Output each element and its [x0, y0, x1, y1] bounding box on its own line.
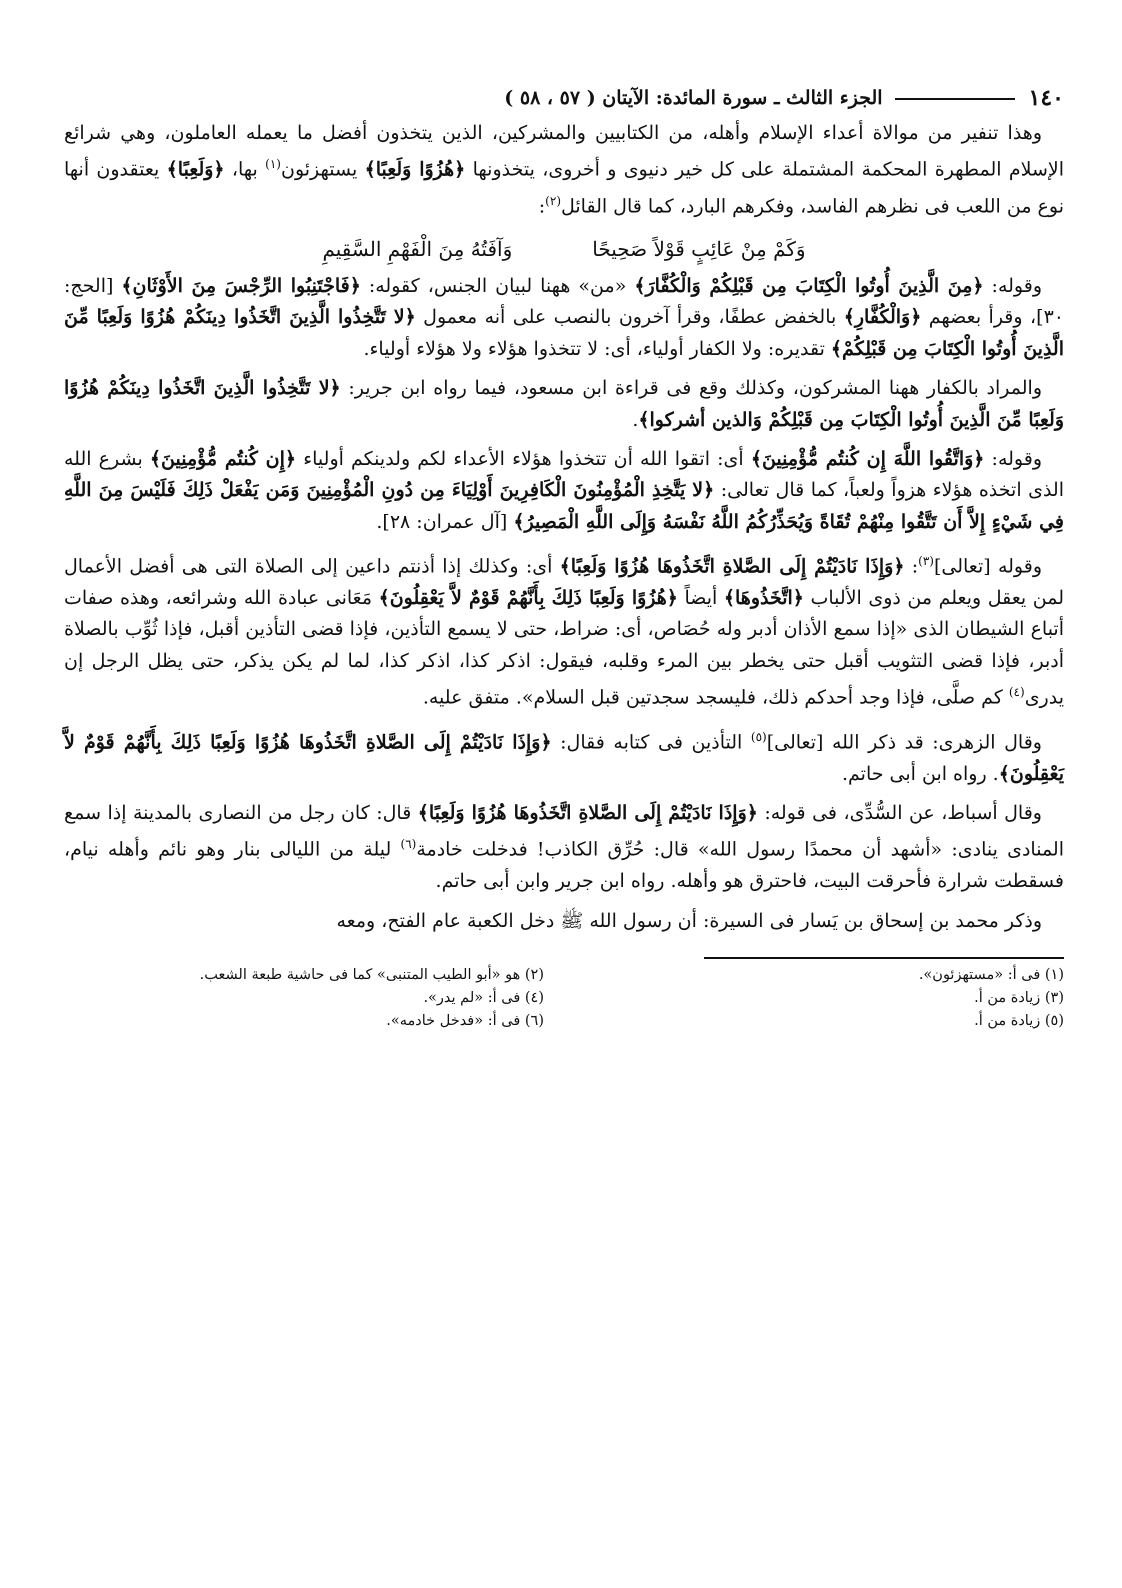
- footnote-ref: (٤): [1008, 685, 1025, 700]
- text: بشرع الله الذى اتخذه هؤلاء هزواً ولعباً، كما قال تعالى:: [64, 447, 1065, 502]
- quran-quote: ﴿وَإِذَا نَادَيْتُمْ إِلَى الصَّلاةِ اتَّخَذُوهَا هُزُوًا وَلَعِبًا ذَلِكَ بِأَنَّهُمْ قَوْمٌ لاَّ يَعْقِلُونَ﴾: [64, 731, 1064, 785]
- paragraph-5: [64, 546, 1064, 714]
- text: أى: وكذلك إذا أذنتم داعين إلى الصلاة التى هى أفضل الأعمال لمن يعقل ويعلم من ذوى الألباب: [64, 555, 1064, 609]
- quran-quote: ﴿وَإِذَا نَادَيْتُمْ إِلَى الصَّلاةِ اتَّخَذُوهَا هُزُوًا وَلَعِبًا﴾: [417, 801, 758, 824]
- text: وقوله:: [984, 447, 1043, 470]
- quran-quote: ﴿لا تَتَّخِذُوا الَّذِينَ اتَّخَذُوا دِينَكُمْ هُزُوًا وَلَعِبًا مِّنَ الَّذِينَ أُوتُوا الْكِتَابَ مِن قَبْلِكُمْ﴾: [64, 306, 1064, 360]
- text: [الحج: ٣٠]، وقرأ بعضهم: [64, 274, 1064, 329]
- footnote-ref: (٦): [400, 837, 417, 852]
- paragraph-2: [64, 271, 1064, 365]
- text: قال: كان رجل من النصارى بالمدينة إذا سمع المنادى ينادى: «أشهد أن محمدًا رسول الله» قال: حُرِّق الكاذب! فدخلت خادمة: [64, 801, 1064, 861]
- quran-quote: ﴿وَاتَّقُوا اللَّهَ إِن كُنتُم مُّؤْمِنِينَ﴾: [750, 447, 985, 470]
- paragraph-6: [64, 722, 1064, 790]
- quran-quote: ﴿وَالْكُفَّارِ﴾: [843, 306, 922, 329]
- book-page: [64, 78, 1064, 1032]
- text: وقال الزهرى: قد ذكر الله [تعالى]: [766, 731, 1042, 754]
- text: التأذين فى كتابه فقال:: [551, 731, 751, 754]
- paragraph-4: [64, 444, 1064, 538]
- quran-quote: ﴿هُزُوًا وَلَعِبًا ذَلِكَ بِأَنَّهُمْ قَوْمٌ لاَّ يَعْقِلُونَ﴾: [378, 586, 678, 609]
- text: والمراد بالكفار ههنا المشركون، وكذلك وقع فى قراءة ابن مسعود، فيما رواه ابن جرير:: [340, 377, 1042, 400]
- footnote-1: (١) فى أ: «مستهزئون».: [918, 966, 1064, 983]
- footnote-ref: (٢): [545, 194, 561, 209]
- quran-quote: ﴿إِن كُنتُم مُّؤْمِنِينَ﴾: [149, 447, 297, 470]
- quran-quote: ﴿فَاجْتَنِبُوا الرِّجْسَ مِنَ الأَوْثَانِ﴾: [121, 274, 361, 297]
- verse-second-hemistich: وَآفَتُهُ مِنَ الْفَهْمِ السَّقِيمِ: [322, 236, 513, 261]
- paragraph-3: [64, 373, 1064, 436]
- text: يستهزئون: [280, 158, 365, 181]
- poetry-verse: [64, 231, 1064, 267]
- text: .: [632, 408, 639, 431]
- quran-quote: ﴿وَإِذَا نَادَيْتُمْ إِلَى الصَّلاةِ اتَّخَذُوهَا هُزُوًا وَلَعِبًا﴾: [559, 555, 905, 578]
- paragraph-7: [64, 798, 1064, 898]
- text: وهذا تنفير من موالاة أعداء الإسلام وأهله، من الكتابيين والمشركين، الذين يتخذون أفضل ما يعمله العاملون، وهي شرائع الإسلام المطهرة المحكمة المشتملة على كل خير دنيوى و أخروى، يتخذونها: [64, 122, 1065, 181]
- footnotes: [64, 965, 1064, 1032]
- footnote-5: (٥) زيادة من أ.: [974, 1012, 1064, 1029]
- footnote-2: (٢) هو «أبو الطيب المتنبى» كما فى حاشية طبعة الشعب.: [199, 966, 544, 983]
- footnote-3: (٣) زيادة من أ.: [974, 989, 1064, 1006]
- running-header: [64, 78, 1064, 118]
- text: بالخفض عطفًا، وقرأ آخرون بالنصب على أنه معمول: [415, 306, 844, 329]
- text: كم صلَّى، فإذا وجد أحدكم ذلك، فليسجد سجدتين قبل السلام». متفق عليه.: [422, 686, 1009, 709]
- footnote-6: (٦) فى أ: «فدخل خادمه».: [386, 1012, 544, 1029]
- text: تقديره: ولا الكفار أولياء، أى: لا تتخذوا هؤلاء ولا هؤلاء أولياء.: [363, 337, 831, 360]
- text: وقال أسباط، عن السُّدِّى، فى قوله:: [757, 801, 1042, 824]
- page-number: ١٤٠: [1028, 85, 1064, 111]
- footnote-divider: [704, 957, 1064, 959]
- paragraph-8: [64, 906, 1064, 937]
- verse-first-hemistich: وَكَمْ مِنْ عَائِبٍ قَوْلاً صَحِيحًا: [592, 236, 806, 261]
- quran-quote: ﴿وَلَعِبًا﴾: [166, 158, 225, 181]
- text: :: [904, 555, 919, 578]
- quran-quote: ﴿لا يَتَّخِذِ الْمُؤْمِنُونَ الْكَافِرِينَ أَوْلِيَاءَ مِن دُونِ الْمُؤْمِنِينَ وَمَن يَفْعَلْ ذَلِكَ فَلَيْسَ مِنَ اللَّهِ فِي شَيْءٍ إِلاَّ أَن تَتَّقُوا مِنْهُمْ تُقَاةً وَيُحَذِّرُكُمُ اللَّهُ نَفْسَهُ وَإِلَى اللَّهِ الْمَصِيرُ﴾: [64, 479, 1064, 533]
- text: أى: اتقوا الله أن تتخذوا هؤلاء الأعداء لكم ولدينكم أولياء: [296, 447, 751, 470]
- text: يعتقدون أنها نوع من اللعب فى نظرهم الفاسد، وفكرهم البارد، كما قال القائل: [64, 158, 1064, 218]
- text: [آل عمران: ٢٨].: [376, 510, 514, 533]
- footnote-ref: (٣): [918, 554, 934, 569]
- paragraph-1: [64, 118, 1064, 223]
- text: أيضاً: [677, 586, 724, 609]
- quran-quote: ﴿مِنَ الَّذِينَ أُوتُوا الْكِتَابَ مِن قَبْلِكُمْ وَالْكُفَّارَ﴾: [634, 274, 984, 297]
- text: وقوله [تعالى]: [933, 555, 1042, 578]
- header-title: الجزء الثالث ـ سورة المائدة: الآيتان ( ٥٧ ، ٥٨ ): [504, 87, 883, 109]
- quran-quote: ﴿اتَّخَذُوهَا﴾: [723, 586, 804, 609]
- quran-quote: ﴿لا تَتَّخِذُوا الَّذِينَ اتَّخَذُوا دِينَكُمْ هُزُوًا وَلَعِبًا مِّنَ الَّذِينَ أُوتُوا الْكِتَابَ مِن قَبْلِكُمْ وَالذين أشركوا﴾: [64, 377, 1064, 431]
- header-rule: [895, 98, 1015, 100]
- text: بها،: [224, 158, 266, 181]
- text: :: [538, 195, 546, 218]
- text: ليلة من الليالى بنار وهو نائم وأهله نيام، فسقطت شرارة فأحرقت البيت، فاحترق هو وأهله. رواه ابن جرير وابن أبى حاتم.: [64, 838, 1064, 893]
- text: مَعَانى عبادة الله وشرائعه، وهذه صفات أتباع الشيطان الذى «إذا سمع الأذان أدبر وله حُصَاص، أى: ضراط، حتى لا يسمع التأذين، فإذا قضى التأذين أقبل، فإذا ثُوِّب بالصلاة أدبر، فإذا قضى التثويب أقبل حتى يخطر بين المرء وقلبه، فيقول: اذكر كذا، اذكر كذا، لما لم يكن يذكر، حتى يظل الرجل إن يدرى: [64, 586, 1064, 709]
- text: . رواه ابن أبى حاتم.: [842, 762, 999, 785]
- text: «من» ههنا لبيان الجنس، كقوله:: [360, 274, 635, 297]
- text: وقوله:: [983, 274, 1042, 297]
- footnote-4: (٤) فى أ: «لم يدر».: [423, 989, 544, 1006]
- footnote-ref: (١): [265, 157, 281, 172]
- quran-quote: ﴿هُزُوًا وَلَعِبًا﴾: [364, 158, 466, 181]
- footnote-ref: (٥): [750, 729, 767, 744]
- text: وذكر محمد بن إسحاق بن يَسار فى السيرة: أن رسول الله ﷺ دخل الكعبة عام الفتح، ومعه: [336, 909, 1042, 932]
